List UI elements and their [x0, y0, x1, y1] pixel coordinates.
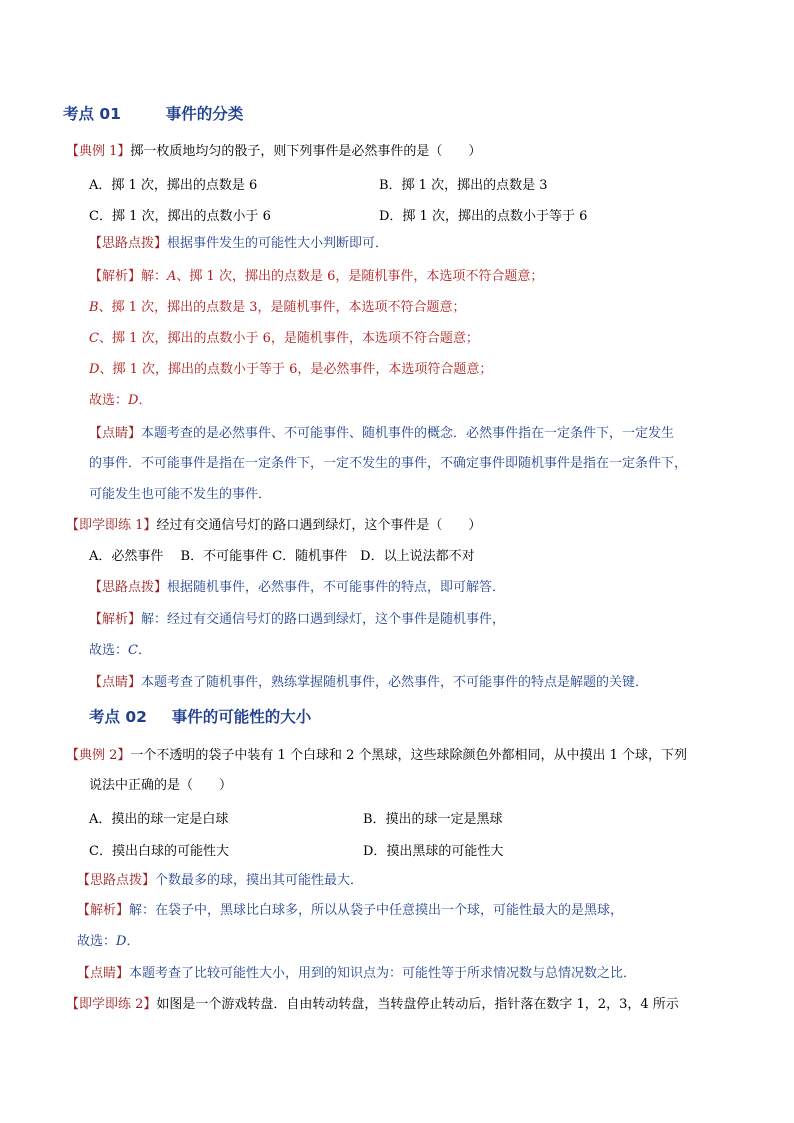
section-2-heading	[89, 708, 311, 726]
example-2-comment-tag: 【点睛】	[77, 966, 130, 981]
practice-1-hint-tag: 【思路点拨】	[89, 580, 168, 595]
practice-1-question-text: 经过有交通信号灯的路口遇到绿灯，这个事件是（ ）	[156, 518, 482, 533]
example-2-question-2: 说法中正确的是（ ）	[89, 778, 233, 793]
example-2-analysis-text: 解：在袋子中，黑球比白球多，所以从袋子中任意摸出一个球，可能性最大的是黑球，	[129, 903, 624, 918]
example-1-question-text: 掷一枚质地均匀的骰子，则下列事件是必然事件的是（ ）	[130, 144, 482, 159]
example-2-question-text: 一个不透明的袋子中装有 1 个白球和 2 个黑球，这些球除颜色外都相同，从中摸出 1 个球，下列	[130, 748, 688, 763]
example-1-analysis-3	[89, 330, 479, 348]
practice-2-question	[66, 996, 679, 1014]
answer-prefix: 故选：	[89, 393, 129, 408]
example-2-option-a: A．摸出的球一定是白球	[89, 812, 229, 827]
analysis-text: 、掷 1 次，掷出的点数小于 6，是随机事件，本选项不符合题意；	[98, 331, 479, 346]
practice-1-hint	[89, 579, 505, 597]
answer-prefix: 故选：	[77, 934, 117, 949]
analysis-prefix: 解：	[141, 269, 168, 284]
answer-letter: C	[128, 643, 138, 658]
example-1-option-d: D．掷 1 次，掷出的点数小于等于 6	[379, 209, 588, 224]
example-1-hint-text: 根据事件发生的可能性大小判断即可．	[167, 236, 389, 251]
example-1-analysis-1	[89, 268, 543, 286]
practice-1-answer	[89, 642, 151, 660]
example-2-hint	[77, 872, 363, 890]
example-2-analysis-tag: 【解析】	[77, 903, 130, 918]
option-letter: C	[89, 331, 99, 346]
practice-1-tag: 【即学即练 1】	[66, 518, 157, 533]
option-letter: A	[167, 269, 177, 284]
example-1-answer	[89, 392, 151, 410]
comment-text: 本题考查的是必然事件、不可能事件、随机事件的概念．必然事件指在一定条件下，一定发生	[141, 426, 675, 441]
example-2-option-b: B．摸出的球一定是黑球	[363, 812, 503, 827]
practice-2-question-text: 如图是一个游戏转盘．自由转动转盘，当转盘停止转动后，指针落在数字 1，2，3，4 所示	[156, 997, 679, 1012]
section-2-title: 事件的可能性的大小	[171, 708, 312, 726]
answer-letter: D	[116, 934, 127, 949]
practice-1-comment	[89, 674, 648, 692]
analysis-text: 、掷 1 次，掷出的点数是 6，是随机事件，本选项不符合题意；	[176, 269, 544, 284]
example-2-answer	[77, 933, 139, 951]
answer-suffix: ．	[126, 934, 140, 949]
example-1-comment-2: 的事件．不可能事件是指在一定条件下，一定不发生的事件，不确定事件即随机事件是指在一定条件下，	[89, 456, 688, 471]
practice-1-analysis-text: 解：经过有交通信号灯的路口遇到绿灯，这个事件是随机事件，	[141, 612, 506, 627]
answer-suffix: ．	[138, 393, 152, 408]
answer-suffix: ．	[137, 643, 151, 658]
analysis-text: 、掷 1 次，掷出的点数是 3，是随机事件，本选项不符合题意；	[98, 300, 466, 315]
example-1-hint-tag: 【思路点拨】	[89, 236, 168, 251]
answer-prefix: 故选：	[89, 643, 129, 658]
comment-text: 本题考查了比较可能性大小，用到的知识点为：可能性等于所求情况数与总情况数之比．	[129, 966, 637, 981]
comment-text: 本题考查了随机事件，熟练掌握随机事件，必然事件，不可能事件的特点是解题的关键．	[141, 675, 649, 690]
example-1-option-c: C．掷 1 次，掷出的点数小于 6	[89, 209, 271, 224]
example-2-option-c: C．摸出白球的可能性大	[89, 844, 229, 859]
answer-letter: D	[128, 393, 139, 408]
example-2-tag: 【典例 2】	[66, 748, 131, 763]
practice-1-hint-text: 根据随机事件，必然事件，不可能事件的特点，即可解答．	[167, 580, 506, 595]
example-1-comment-tag: 【点睛】	[89, 426, 142, 441]
example-1-comment-3: 可能发生也可能不发生的事件．	[89, 487, 272, 502]
analysis-text: 、掷 1 次，掷出的点数小于等于 6，是必然事件，本选项符合题意；	[99, 362, 493, 377]
option-letter: D	[89, 362, 100, 377]
option-letter: B	[89, 300, 99, 315]
practice-1-question	[66, 517, 481, 535]
section-1-heading	[63, 105, 243, 123]
example-2-hint-tag: 【思路点拨】	[77, 873, 156, 888]
example-1-analysis-4	[89, 361, 492, 379]
example-1-hint	[89, 235, 388, 253]
example-2-comment	[77, 965, 636, 983]
practice-1-analysis	[89, 611, 505, 629]
example-2-option-d: D．摸出黑球的可能性大	[363, 844, 504, 859]
example-2-hint-text: 个数最多的球，摸出其可能性最大．	[155, 873, 364, 888]
example-1-option-a: A．掷 1 次，掷出的点数是 6	[89, 178, 258, 193]
example-1-comment-1	[89, 425, 674, 443]
practice-1-analysis-tag: 【解析】	[89, 612, 142, 627]
example-1-analysis-tag: 【解析】	[89, 269, 142, 284]
section-2-number: 考点 02	[89, 708, 147, 726]
practice-1-options: A．必然事件 B．不可能事件 C．随机事件 D．以上说法都不对	[89, 549, 475, 564]
example-1-question	[66, 143, 481, 161]
example-1-tag: 【典例 1】	[66, 144, 131, 159]
section-1-number: 考点 01	[63, 105, 121, 123]
example-1-analysis-2	[89, 299, 466, 317]
practice-1-comment-tag: 【点睛】	[89, 675, 142, 690]
example-2-analysis	[77, 902, 623, 920]
example-2-question-1	[66, 747, 687, 765]
practice-2-tag: 【即学即练 2】	[66, 997, 157, 1012]
example-1-option-b: B．掷 1 次，掷出的点数是 3	[379, 178, 548, 193]
section-1-title: 事件的分类	[165, 105, 244, 123]
